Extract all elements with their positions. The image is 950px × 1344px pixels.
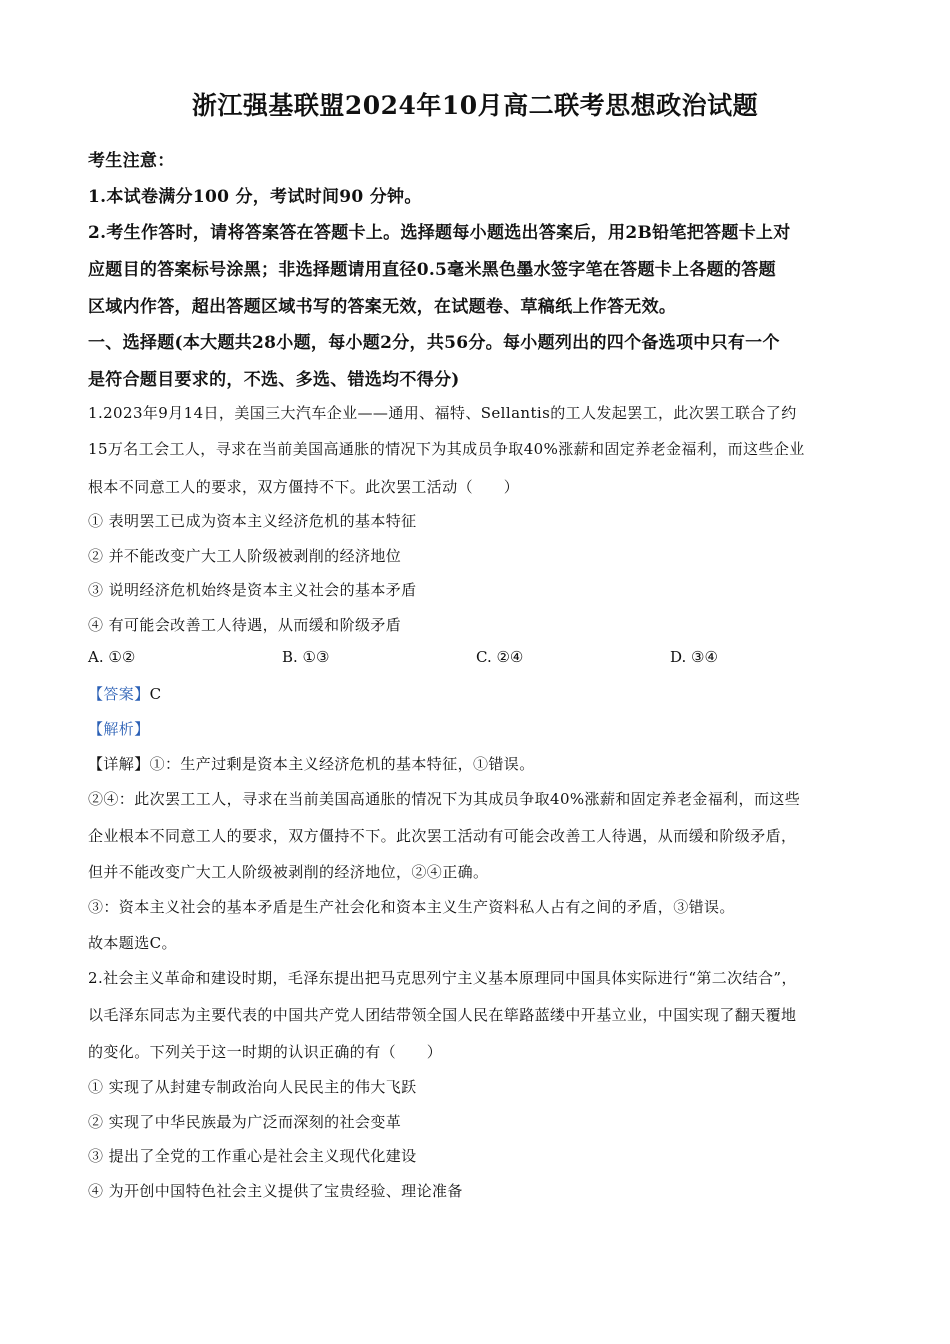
q2-item-1: ① 实现了从封建专制政治向人民民主的伟大飞跃 <box>88 1078 417 1096</box>
q2-stem-2: 以毛泽东同志为主要代表的中国共产党人团结带领全国人民在筚路蓝缕中开基立业，中国实现了翻天覆地 <box>88 1006 797 1024</box>
notice-line-2b: 应题目的答案标号涂黑；非选择题请用直径0.5毫米黑色墨水签字笔在答题卡上各题的答题 <box>88 260 776 280</box>
answer-value: C <box>149 685 162 703</box>
detail-label: 【详解】 <box>88 755 150 773</box>
q1-option-b: B. ①③ <box>282 648 330 666</box>
q2-stem-1: 2.社会主义革命和建设时期，毛泽东提出把马克思列宁主义基本原理同中国具体实际进行“第二次结合”， <box>88 969 797 987</box>
q1-detail-4: 故本题选C。 <box>88 934 177 952</box>
q1-item-4: ④ 有可能会改善工人待遇，从而缓和阶级矛盾 <box>88 616 402 634</box>
q1-option-d: D. ③④ <box>670 648 718 666</box>
answer-label: 【答案】 <box>88 685 150 703</box>
q1-stem-3: 根本不同意工人的要求，双方僵持不下。此次罢工活动（ ） <box>88 478 520 496</box>
detail-text-1: ①：生产过剩是资本主义经济危机的基本特征，①错误。 <box>149 755 535 773</box>
q1-stem-1: 1.2023年9月14日，美国三大汽车企业——通用、福特、Sellantis的工人发起罢工，此次罢工联合了约 <box>88 404 797 422</box>
analysis-label: 【解析】 <box>88 720 150 738</box>
q2-item-4: ④ 为开创中国特色社会主义提供了宝贵经验、理论准备 <box>88 1182 463 1200</box>
notice-line-1: 1.本试卷满分100 分，考试时间90 分钟。 <box>88 187 422 207</box>
q1-detail-2c: 但并不能改变广大工人阶级被剥削的经济地位，②④正确。 <box>88 863 489 881</box>
q1-detail-2b: 企业根本不同意工人的要求，双方僵持不下。此次罢工活动有可能会改善工人待遇，从而缓和阶级矛盾， <box>88 827 797 845</box>
q2-item-2: ② 实现了中华民族最为广泛而深刻的社会变革 <box>88 1113 402 1131</box>
notice-line-2c: 区域内作答，超出答题区域书写的答案无效，在试题卷、草稿纸上作答无效。 <box>88 297 677 317</box>
q1-option-c: C. ②④ <box>476 648 524 666</box>
q1-item-3: ③ 说明经济危机始终是资本主义社会的基本矛盾 <box>88 581 417 599</box>
q1-item-1: ① 表明罢工已成为资本主义经济危机的基本特征 <box>88 512 417 530</box>
q1-detail-1 <box>88 753 878 774</box>
notice-line-2a: 2.考生作答时，请将答案答在答题卡上。选择题每小题选出答案后，用2B铅笔把答题卡上对 <box>88 223 791 243</box>
q2-item-3: ③ 提出了全党的工作重心是社会主义现代化建设 <box>88 1147 417 1165</box>
notice-heading: 考生注意： <box>88 151 175 171</box>
section-heading-a: 一、选择题(本大题共28小题，每小题2分，共56分。每小题列出的四个备选项中只有一个 <box>88 333 780 353</box>
q1-detail-3: ③：资本主义社会的基本矛盾是生产社会化和资本主义生产资料私人占有之间的矛盾，③错误。 <box>88 898 735 916</box>
section-heading-b: 是符合题目要求的，不选、多选、错选均不得分) <box>88 370 460 390</box>
q1-item-2: ② 并不能改变广大工人阶级被剥削的经济地位 <box>88 547 402 565</box>
exam-title: 浙江强基联盟2024年10月高二联考思想政治试题 <box>191 91 759 120</box>
q1-answer <box>88 683 878 704</box>
q2-stem-3: 的变化。下列关于这一时期的认识正确的有（ ） <box>88 1043 443 1061</box>
q1-option-a: A. ①② <box>88 648 136 666</box>
q1-stem-2: 15万名工会工人，寻求在当前美国高通胀的情况下为其成员争取40%涨薪和固定养老金福利，而这些企业 <box>88 440 805 458</box>
q1-detail-2a: ②④：此次罢工工人，寻求在当前美国高通胀的情况下为其成员争取40%涨薪和固定养老金福利，而这些 <box>88 790 801 808</box>
